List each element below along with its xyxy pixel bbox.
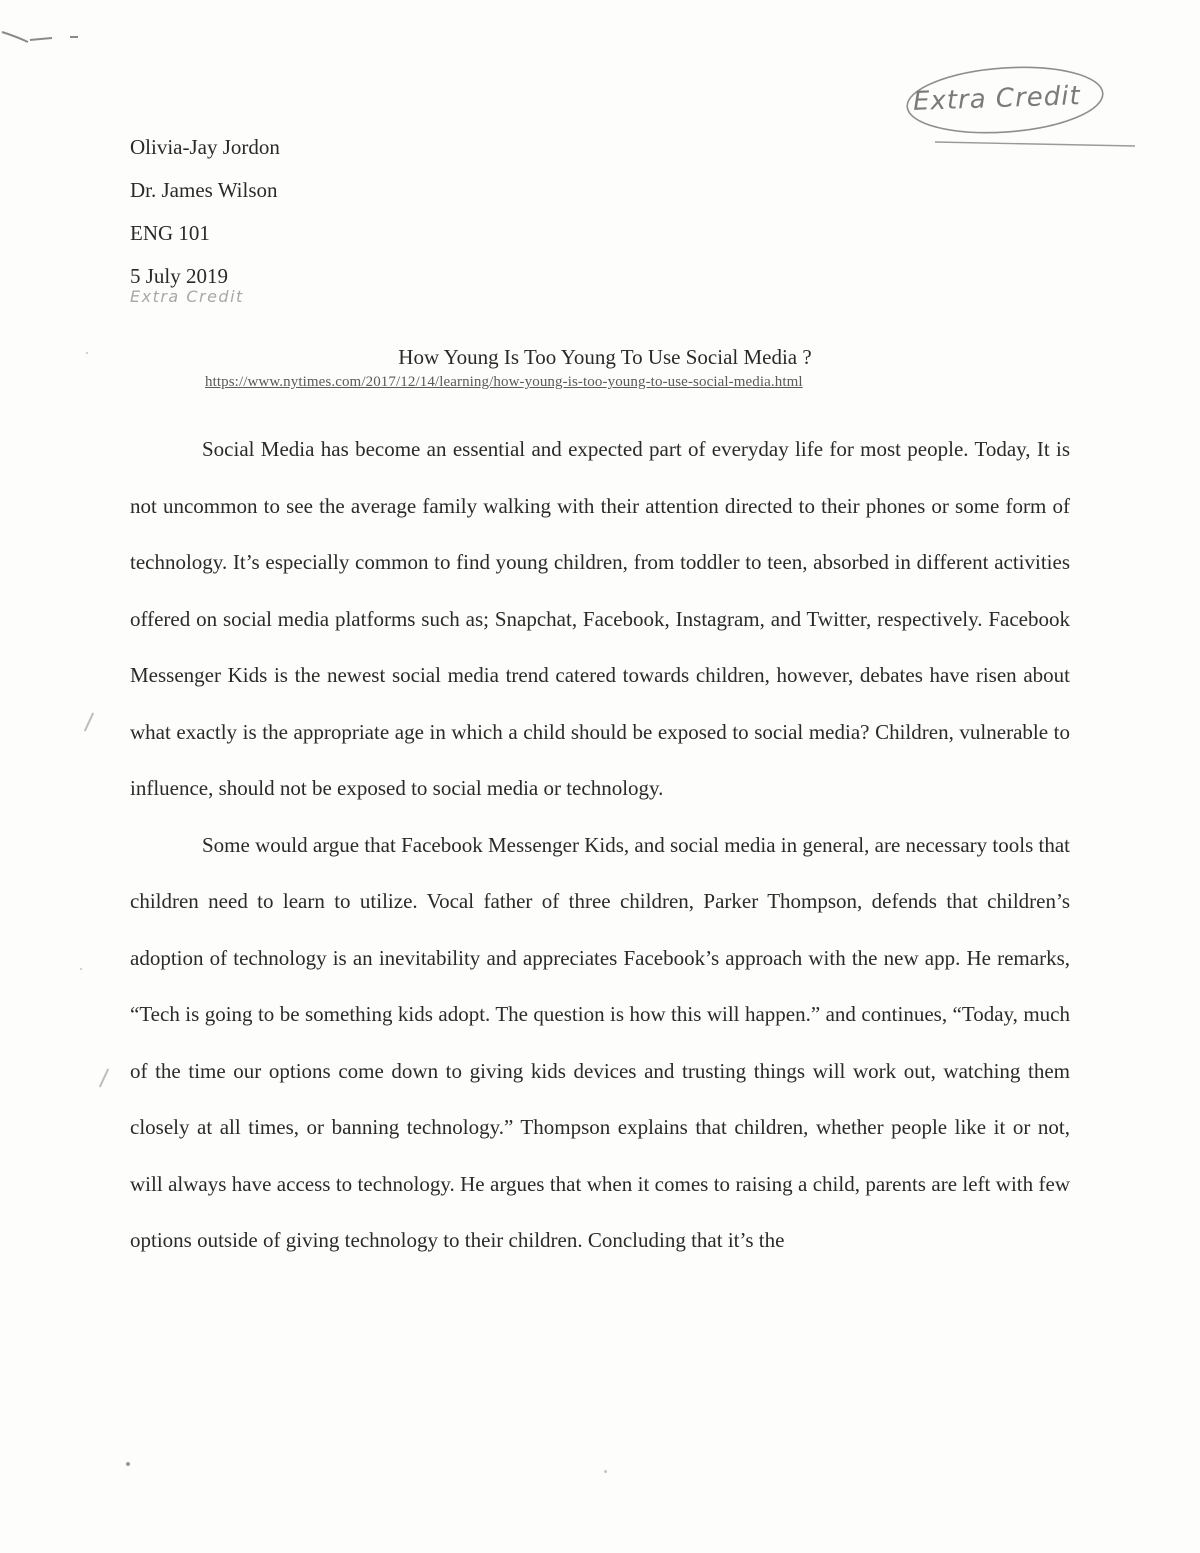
handwritten-extra-credit: Extra Credit [912,81,1082,117]
scan-artifact-mark [0,22,90,52]
extra-credit-annotation [895,58,1145,158]
scan-speck [604,1470,607,1473]
essay-date: 5 July 2019 [130,264,229,288]
scan-speck [86,352,88,354]
essay-title: How Young Is Too Young To Use Social Media ? [398,345,812,369]
source-url-link[interactable]: https://www.nytimes.com/2017/12/14/learning/how-young-is-too-young-to-use-social-media.html [205,374,803,390]
margin-pencil-mark [84,713,94,732]
author-name: Olivia-Jay Jordon [130,135,280,159]
paragraph-2: Some would argue that Facebook Messenger Kids, and social media in general, are necessary tools that children need to learn to utilize. Vocal father of three children, Parker Thompson, defends that children’s adoption of technology is an inevitability and appreciates Facebook’s approach with the new app. He remarks, “Tech is going to be something kids adopt. The question is how this will happen.” and continues, “Today, much of the time our options come down to giving kids devices and trusting things will work out, watching them closely at all times, or banning technology.” Thompson explains that children, whether people like it or not, will always have access to technology. He argues that when it comes to raising a child, parents are left with few options outside of giving technology to their children. Concluding that it’s the [130,832,1070,1252]
essay-body [130,421,1070,1269]
instructor-name: Dr. James Wilson [130,178,278,202]
scan-speck [80,968,82,970]
paragraph-1: Social Media has become an essential and expected part of everyday life for most people. Today, It is not uncommon to see the average family walking with their attention directed to their phones or some form of technology. It’s especially common to find young children, from toddler to teen, absorbed in different activities offered on social media platforms such as; Snapchat, Facebook, Instagram, and Twitter, respectively. Facebook Messenger Kids is the newest social media trend catered towards children, however, debates have risen about what exactly is the appropriate age in which a child should be exposed to social media? Children, vulnerable to influence, should not be exposed to social media or technology. [130,437,1070,800]
essay-heading-block [130,126,280,298]
pencil-extra-credit-note: Extra Credit [130,287,244,306]
scan-speck [126,1462,130,1466]
course-code: ENG 101 [130,221,210,245]
margin-pencil-mark [99,1069,109,1088]
